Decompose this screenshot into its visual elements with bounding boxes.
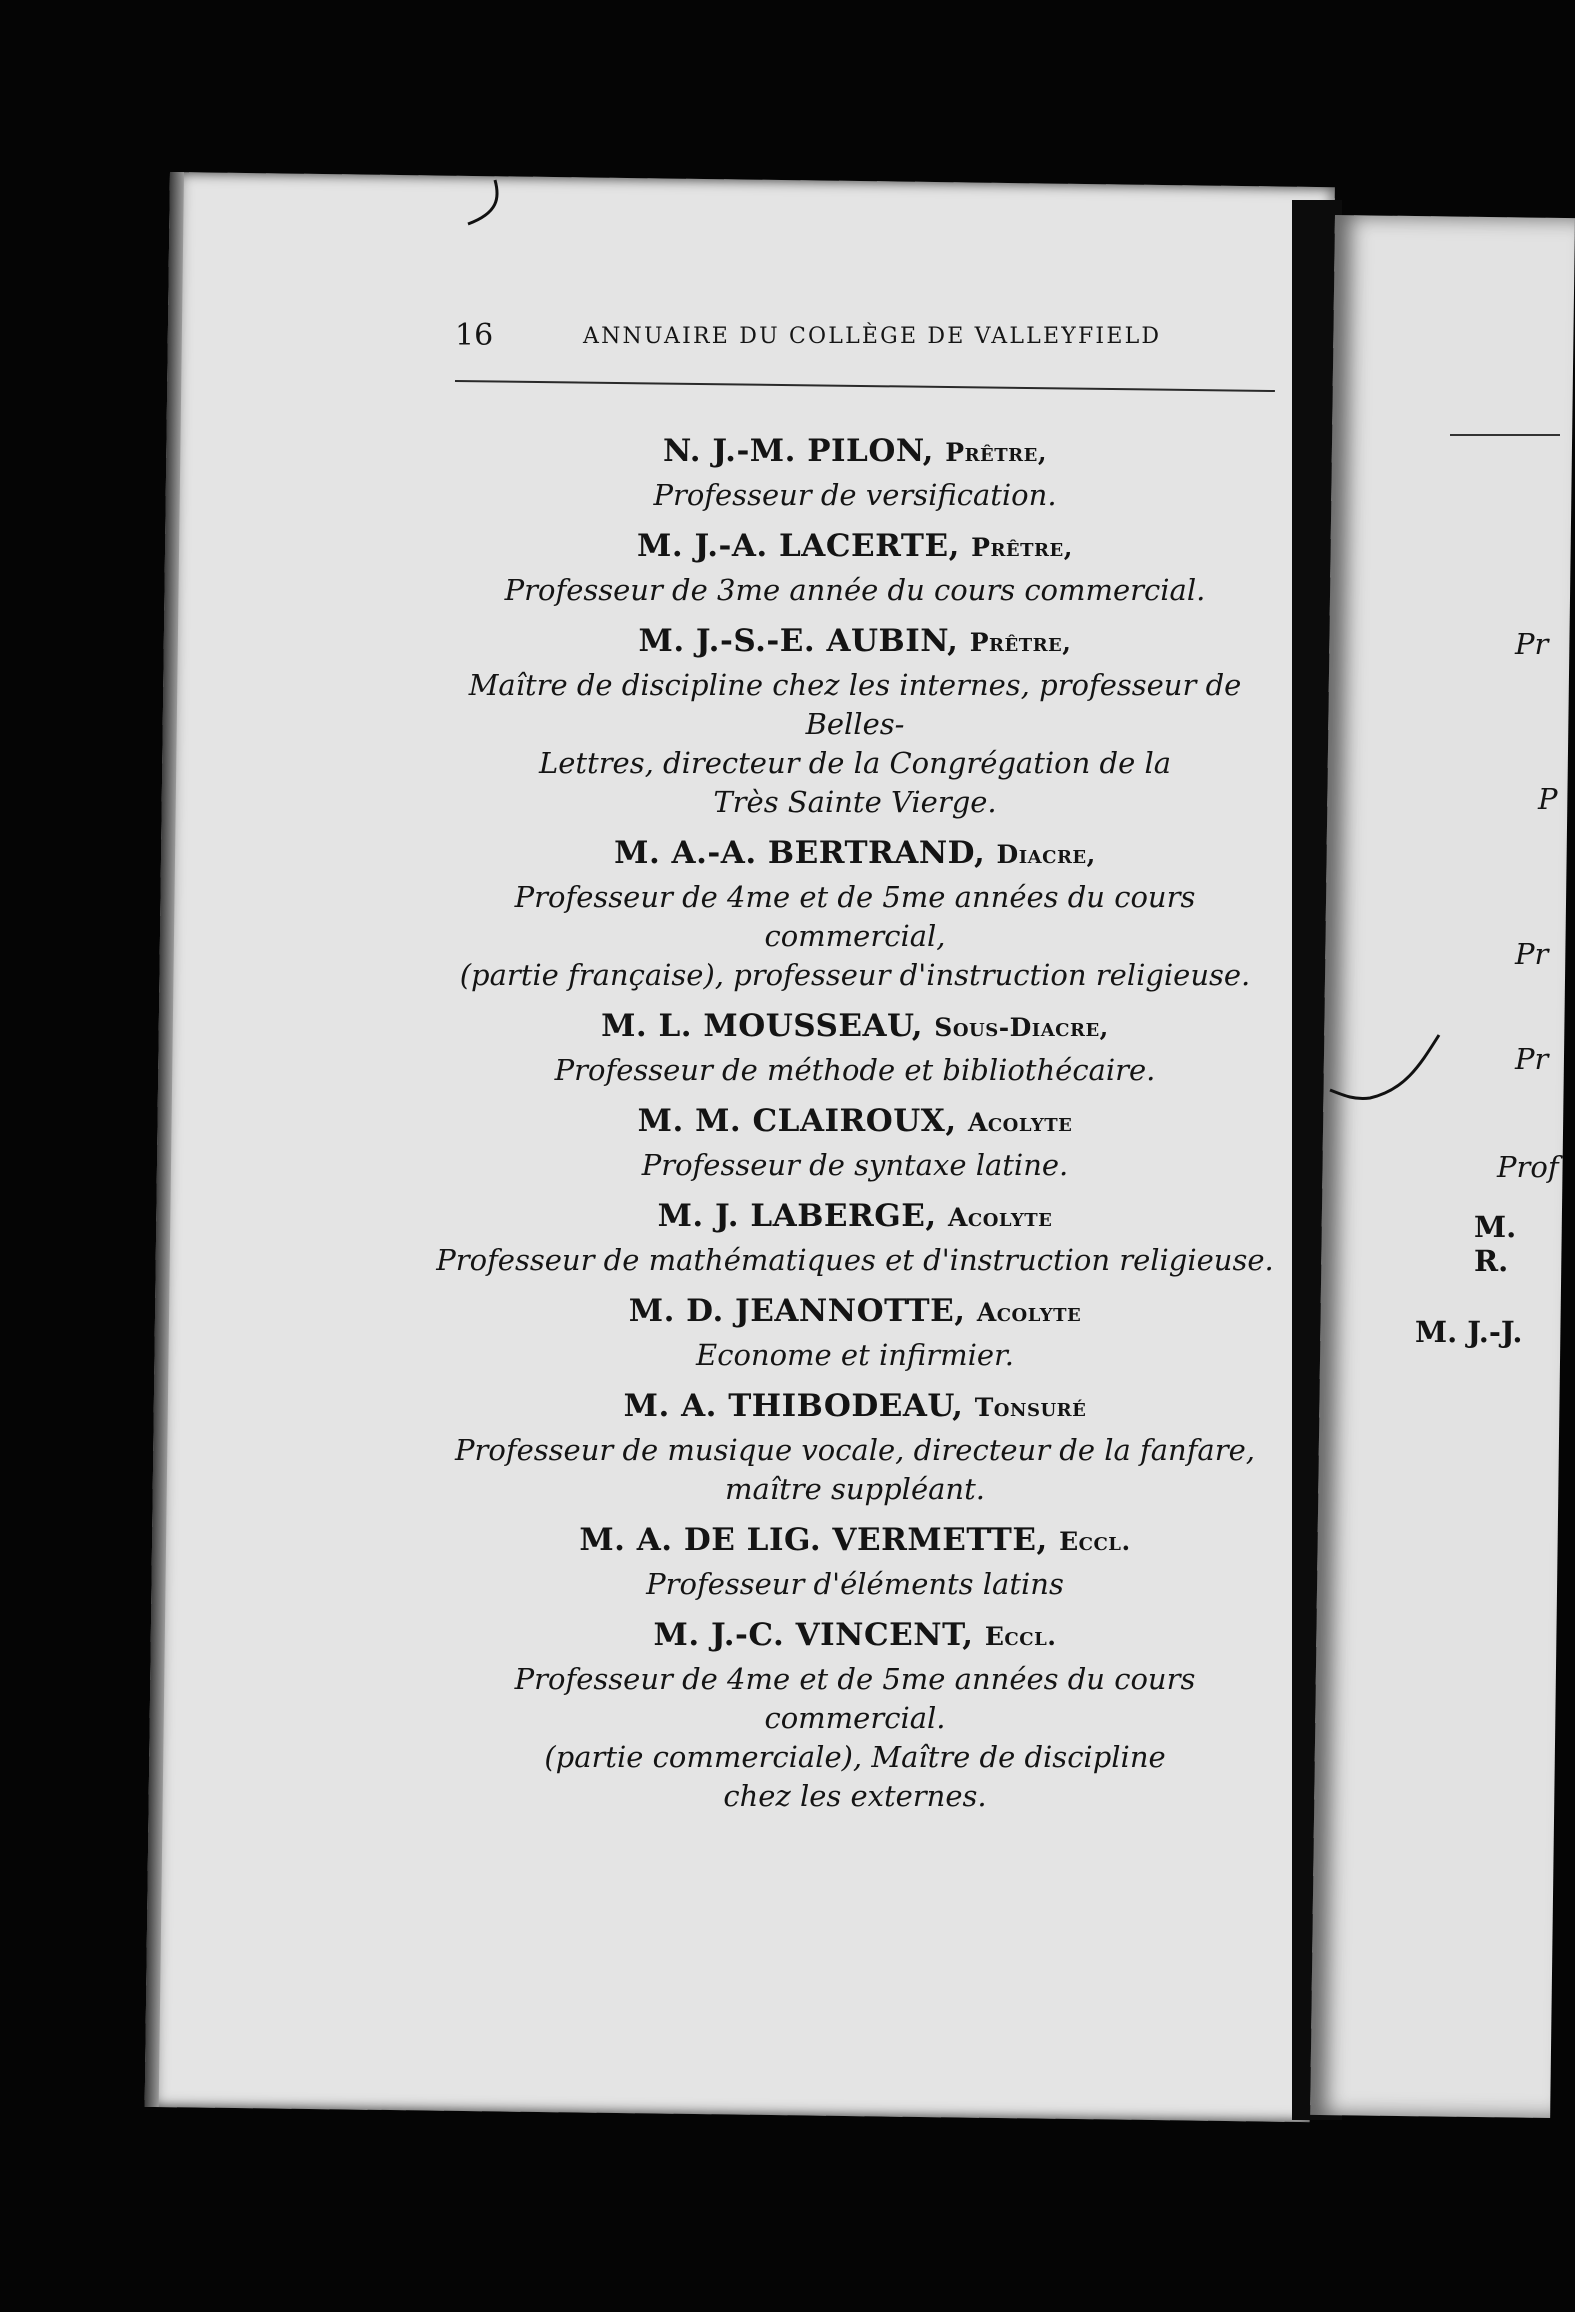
staff-entry [420,1003,1290,1090]
staff-name: N. J.-M. PILON, [662,433,934,469]
staff-entry [420,618,1290,822]
staff-entry [420,428,1290,515]
staff-role: Professeur de 3me année du cours commercial. [504,573,1206,607]
neighbouring-page-fragment: Pr [1515,937,1549,971]
staff-role: chez les externes. [723,1779,987,1813]
staff-name: M. D. JEANNOTTE, [628,1293,966,1329]
staff-title: Prêtre, [971,533,1073,562]
staff-name-line [420,428,1290,476]
staff-entry [420,1383,1290,1509]
staff-name: M. J.-C. VINCENT, [653,1617,974,1653]
staff-name-line [420,1517,1290,1565]
staff-title: Prêtre, [969,628,1072,657]
staff-role: Professeur de mathématiques et d'instruction religieuse. [436,1243,1274,1277]
staff-name: M. J.-A. LACERTE, [637,528,960,564]
pencil-mark-margin [1325,1020,1445,1110]
staff-title: Acolyte [976,1298,1082,1327]
neighbouring-page-rule [1450,434,1560,436]
staff-name: M. A. THIBODEAU, [623,1388,964,1424]
staff-name-line [420,523,1290,571]
staff-role: (partie française), professeur d'instruction religieuse. [459,958,1251,992]
staff-role: Professeur d'éléments latins [646,1567,1064,1601]
staff-entry [420,1098,1290,1185]
staff-name: M. J.-S.-E. AUBIN, [638,623,959,659]
staff-title: Tonsuré [974,1393,1087,1422]
staff-title: Diacre, [996,840,1096,869]
staff-entry [420,1288,1290,1375]
staff-title: Acolyte [948,1203,1053,1232]
neighbouring-page-fragment: M. J.-J. [1415,1315,1523,1349]
staff-role: Professeur de versification. [653,478,1057,512]
staff-name: M. A. DE LIG. VERMETTE, [579,1522,1048,1558]
neighbouring-page-fragment: Prof [1497,1150,1559,1184]
staff-role: Econome et infirmier. [696,1338,1014,1372]
staff-name-line [420,1612,1290,1660]
page-number: 16 [455,318,494,353]
staff-entry [420,1517,1290,1604]
running-title: ANNUAIRE DU COLLÈGE DE VALLEYFIELD [583,324,1162,349]
staff-name-line [420,1193,1290,1241]
staff-entry [420,1193,1290,1280]
staff-role: Professeur de méthode et bibliothécaire. [554,1053,1156,1087]
staff-entry [420,523,1290,610]
neighbouring-page-fragment: M. R. [1474,1210,1517,1278]
staff-entry [420,830,1290,995]
staff-list [420,420,1290,1816]
staff-role: Lettres, directeur de la Congrégation de la [538,746,1172,780]
neighbouring-page-fragment: P [1538,782,1558,816]
staff-role: maître suppléant. [725,1472,985,1506]
staff-role: Professeur de syntaxe latine. [641,1148,1069,1182]
staff-name: M. J. LABERGE, [657,1198,937,1234]
staff-name: M. L. MOUSSEAU, [601,1008,923,1044]
staff-role: (partie commerciale), Maître de discipline [544,1740,1166,1774]
staff-name-line [420,1383,1290,1431]
staff-title: Sous-Diacre, [934,1013,1109,1042]
staff-role: Professeur de musique vocale, directeur de la fanfare, [455,1433,1255,1467]
running-head [455,318,1285,358]
staff-name-line [420,1003,1290,1051]
neighbouring-page-fragment: Pr [1515,1042,1549,1076]
staff-name-line [420,830,1290,878]
staff-role: Très Sainte Vierge. [713,785,997,819]
staff-title: Eccl. [984,1622,1057,1651]
staff-entry [420,1612,1290,1816]
pencil-mark-top [460,178,510,230]
staff-title: Acolyte [967,1108,1073,1137]
staff-name: M. A.-A. BERTRAND, [614,835,986,871]
staff-name-line [420,1098,1290,1146]
staff-name-line [420,618,1290,666]
staff-name-line [420,1288,1290,1336]
staff-name: M. M. CLAIROUX, [637,1103,957,1139]
neighbouring-page-fragment: Pr [1515,627,1549,661]
staff-title: Eccl. [1059,1527,1131,1556]
staff-title: Prêtre, [945,438,1048,467]
page-binding-edge [145,172,184,2107]
staff-role: Maître de discipline chez les internes, professeur de Belles- [468,668,1242,741]
staff-role: Professeur de 4me et de 5me années du cours commercial, [514,880,1196,953]
staff-role: Professeur de 4me et de 5me années du cours commercial. [514,1662,1196,1735]
